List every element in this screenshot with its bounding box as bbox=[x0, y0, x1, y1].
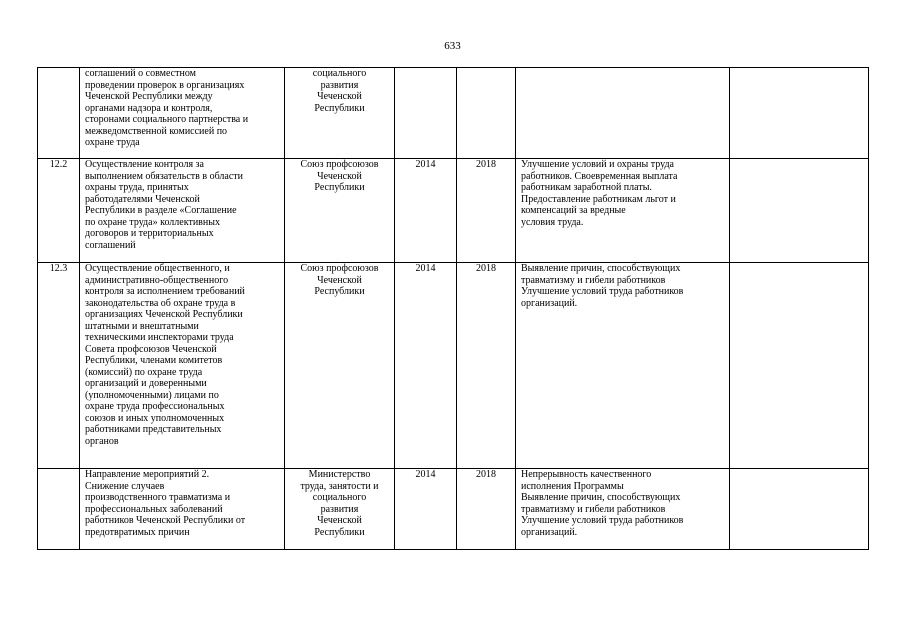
cell-line: Республики в разделе «Соглашение bbox=[85, 205, 237, 216]
cell-line: по охране труда» коллективных bbox=[85, 216, 220, 228]
cell-line: социального bbox=[312, 492, 367, 503]
cell-executor bbox=[285, 159, 395, 263]
cell-line: Чеченской bbox=[317, 515, 362, 526]
cell-line: штатными и внештатными bbox=[85, 320, 199, 332]
cell-line: Непрерывность качественного bbox=[521, 469, 652, 480]
cell-line: союзов и иных уполномоченных bbox=[85, 412, 225, 424]
table-row bbox=[38, 263, 869, 469]
measures-table bbox=[37, 67, 869, 550]
cell-text: 2018 bbox=[476, 263, 496, 274]
cell-end-year bbox=[457, 68, 516, 159]
cell-line: исполнения Программы bbox=[521, 480, 624, 492]
cell-text: 2018 bbox=[476, 469, 496, 480]
cell-text: 2014 bbox=[415, 469, 436, 480]
cell-line: травматизму и гибели работников bbox=[521, 274, 666, 286]
table-row bbox=[38, 469, 869, 550]
cell-line: работников Чеченской Республики от bbox=[85, 515, 246, 526]
cell-line: Чеченской bbox=[317, 170, 362, 182]
cell-line: Улучшение условий труда работников bbox=[521, 286, 684, 297]
cell-line: социального bbox=[312, 68, 367, 79]
cell-line: организаций. bbox=[521, 526, 578, 538]
cell-line: Улучшение условий труда работников bbox=[521, 515, 684, 526]
cell-line: Осуществление контроля за bbox=[85, 159, 204, 170]
cell-line: межведомственной комиссией по bbox=[85, 125, 228, 137]
cell-line: Выявление причин, способствующих bbox=[521, 263, 681, 274]
cell-start-year bbox=[395, 68, 457, 159]
cell-note bbox=[730, 263, 869, 469]
cell-start-year bbox=[395, 469, 457, 550]
cell-number bbox=[38, 469, 80, 550]
page-number: 633 bbox=[444, 40, 461, 52]
cell-note bbox=[730, 159, 869, 263]
cell-end-year bbox=[457, 159, 516, 263]
cell-line: Чеченской bbox=[317, 274, 362, 286]
cell-line: охраны труда, принятых bbox=[85, 182, 189, 193]
cell-note bbox=[730, 68, 869, 159]
cell-line: (комиссий) по охране труда bbox=[85, 366, 203, 378]
cell-result bbox=[516, 68, 730, 159]
cell-line: организациях Чеченской Республики bbox=[85, 309, 243, 320]
cell-text: 2014 bbox=[415, 159, 436, 170]
cell-note bbox=[730, 469, 869, 550]
table-row bbox=[38, 68, 869, 159]
cell-line: (уполномоченными) лицами по bbox=[85, 389, 219, 401]
cell-text: 2014 bbox=[415, 263, 436, 274]
cell-line: сторонами социального партнерства и bbox=[85, 114, 249, 125]
cell-line: условия труда. bbox=[521, 216, 584, 228]
cell-line: организаций и доверенными bbox=[85, 378, 207, 389]
cell-executor bbox=[285, 68, 395, 159]
cell-line: выполнением обязательств в области bbox=[85, 170, 244, 182]
cell-text: 12.2 bbox=[49, 159, 68, 170]
cell-line: организаций. bbox=[521, 297, 578, 309]
cell-measure bbox=[80, 469, 285, 550]
cell-line: Снижение случаев bbox=[85, 480, 165, 492]
cell-line: Министерство bbox=[308, 469, 371, 480]
cell-line: Осуществление общественного, и bbox=[85, 263, 230, 274]
cell-line: органами надзора и контроля, bbox=[85, 102, 213, 114]
cell-line: проведении проверок в организациях bbox=[85, 79, 245, 91]
cell-line: контроля за исполнением требований bbox=[85, 286, 245, 297]
cell-line: Республики bbox=[314, 526, 365, 538]
cell-line: Улучшение условий и охраны труда bbox=[521, 159, 674, 170]
cell-line: Чеченской bbox=[317, 91, 362, 102]
cell-line: Выявление причин, способствующих bbox=[521, 492, 681, 503]
cell-executor bbox=[285, 263, 395, 469]
cell-result bbox=[516, 263, 730, 469]
cell-line: травматизму и гибели работников bbox=[521, 503, 666, 515]
cell-line: развития bbox=[320, 79, 359, 91]
cell-measure bbox=[80, 159, 285, 263]
cell-line: предотвратимых причин bbox=[85, 526, 190, 538]
cell-start-year bbox=[395, 263, 457, 469]
cell-line: охране труда профессиональных bbox=[85, 401, 225, 412]
cell-line: развития bbox=[320, 503, 359, 515]
cell-line: труда, занятости и bbox=[300, 480, 379, 492]
cell-number bbox=[38, 263, 80, 469]
cell-line: Чеченской Республики между bbox=[85, 91, 213, 102]
cell-text: 12.3 bbox=[49, 263, 68, 274]
cell-line: работодателями Чеченской bbox=[85, 193, 200, 205]
cell-line: Республики bbox=[314, 102, 365, 114]
cell-line: компенсаций за вредные bbox=[521, 205, 626, 216]
cell-end-year bbox=[457, 263, 516, 469]
cell-line: работников. Своевременная выплата bbox=[521, 170, 678, 182]
cell-line: работникам заработной платы. bbox=[521, 182, 652, 193]
cell-line: Направление мероприятий 2. bbox=[85, 469, 210, 480]
cell-line: Совета профсоюзов Чеченской bbox=[85, 343, 217, 355]
cell-line: техническими инспекторами труда bbox=[85, 332, 234, 343]
cell-line: административно-общественного bbox=[85, 274, 229, 286]
cell-line: органов bbox=[85, 435, 119, 447]
cell-line: соглашений о совместном bbox=[85, 68, 196, 79]
cell-result bbox=[516, 469, 730, 550]
cell-line: Республики bbox=[314, 286, 365, 297]
cell-line: производственного травматизма и bbox=[85, 492, 231, 503]
cell-line: законодательства об охране труда в bbox=[85, 297, 236, 309]
cell-line: Союз профсоюзов bbox=[300, 159, 379, 170]
cell-number bbox=[38, 159, 80, 263]
cell-result bbox=[516, 159, 730, 263]
cell-measure bbox=[80, 263, 285, 469]
cell-measure bbox=[80, 68, 285, 159]
cell-start-year bbox=[395, 159, 457, 263]
cell-number bbox=[38, 68, 80, 159]
cell-executor bbox=[285, 469, 395, 550]
table-row bbox=[38, 159, 869, 263]
cell-line: Республики bbox=[314, 182, 365, 193]
cell-line: Республики, членами комитетов bbox=[85, 355, 223, 366]
cell-line: охране труда bbox=[85, 137, 140, 148]
cell-line: Союз профсоюзов bbox=[300, 263, 379, 274]
cell-line: работниками представительных bbox=[85, 424, 222, 435]
cell-line: профессиональных заболеваний bbox=[85, 503, 223, 515]
cell-line: соглашений bbox=[85, 239, 136, 251]
cell-end-year bbox=[457, 469, 516, 550]
cell-line: договоров и территориальных bbox=[85, 228, 214, 239]
cell-line: Предоставление работникам льгот и bbox=[521, 193, 676, 205]
cell-text: 2018 bbox=[476, 159, 496, 170]
